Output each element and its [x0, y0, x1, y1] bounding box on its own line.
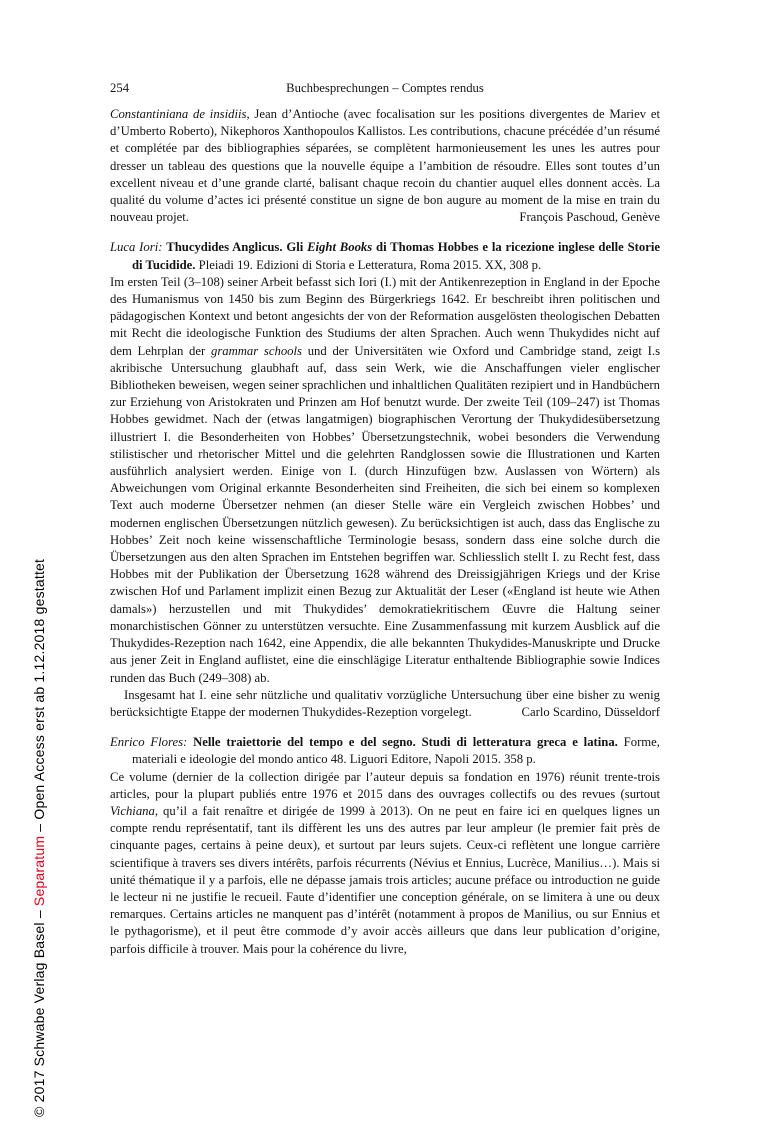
copyright-prefix: © 2017 Schwabe Verlag Basel –: [31, 906, 47, 1117]
text-segment: Forme, materiali e ideologie del mondo antico 48. Liguori Editore, Napoli 2015. 358 p.: [132, 735, 660, 767]
text-segment: , Jean d’Antioche (avec focalisation sur les positions divergentes de Mariev et d’Umberto Roberto), Nikephoros Xanthopoulos Kallistos. Les contributions, chacune précédée d’un résumé et complétée par des bibliographies séparées, se complètent harmonieusement les unes les autres pour dresser un tableau des questions que la nouvelle équipe a l’ambition de résoudre. Elles sont toutes d’un excellent niveau et d’une grande clarté, balisant chaque recoin du chantier auquel elles donnent accès. La qualité du volume d’actes ici présenté constitue un signe de bon augure au moment de la mise en train du nouveau projet.: [110, 107, 660, 225]
reviewer-signature: Carlo Scardino, Düsseldorf: [521, 704, 660, 719]
text-column: [110, 80, 660, 958]
text-segment: Luca Iori:: [110, 240, 167, 255]
text-segment: di Thomas Hobbes e la ricezione inglese delle Storie di Tucidide.: [132, 240, 660, 272]
text-segment: Im ersten Teil (3–108) seiner Arbeit befasst sich Iori (I.) mit der Antikenrezeption in England in der Epoche des Humanismus von 1450 bis zum Beginn des Bürgerkriegs 1642. Er beschreibt ihren politischen und pädagogischen Kontext und betont angesichts der von der Reformation ausgelösten theologischen Debatten mit Recht die ideologische Funktion des Studiums der alten Sprachen. Auch wenn Thukydides nicht auf dem Lehrplan der: [110, 274, 660, 358]
review-blocks: [110, 106, 660, 958]
review-paragraph: [110, 106, 660, 226]
text-segment: Ce volume (dernier de la collection dirigée par l’auteur depuis sa fondation en 1976) réunit trente-trois articles, pour la plupart publiés entre 1976 et 2015 dans des ouvrages collectifs ou des revues (surtout: [110, 769, 660, 801]
text-segment: und der Universitäten wie Oxford und Cambridge stand, zeigt I.s akribische Untersuchung glaubhaft auf, dass sein Werk, wie die Anschaffungen vieler englischer Bibliotheken beweisen, wegen seiner sprachlichen und inhaltlichen Qualitäten rezipiert und in Handbüchern zur Erziehung von Aristokraten und Prinzen am Hof benutzt wurde. Der zweite Teil (109–247) ist Thomas Hobbes gewidmet. Nach der (etwas langatmigen) biographischen Verortung der Thukydidesübersetzung illustriert I. die Besonderheiten von Hobbes’ Übersetzungstechnik, wobei besonders die Verwendung stilistischer und rhetorischer Mittel und die gelehrten Randglossen sowie die Illustrationen und Karten ausführlich analysiert werden. Einige von I. (durch Hinzufügen bzw. Auslassen von Wörtern) als Abweichungen vom Original erkannte Besonderheiten sind Freiheiten, die sich bei einem so komplexen Text auch moderne Übersetzer nehmen (an dieser Stelle wäre ein Vergleich zwischen Hobbes’ und modernen englischen Übersetzungen nützlich gewesen). Zu berücksichtigen ist auch, dass das Englische zu Hobbes’ Zeit noch keine wissenschaftliche Terminologie besass, sondern dass eine solche durch die Übersetzungen aus den alten Sprachen im Entstehen begriffen war. Schliesslich stellt I. zu Recht fest, dass Hobbes mit der Publikation der Übersetzung 1628 während des Dreissigjährigen Kriegs und der Krise zwischen Hof und Parlament implizit einen Bezug zur Aktualität der Leser («England ist heute wie Athen damals») herzustellen und mit Thukydides’ demokratiekritischem Œuvre die Haltung seiner monarchistischen Gönner zu unterstützen versuchte. Eine Zusammenfassung mit kurzem Ausblick auf die Thukydides-Rezeption nach 1642, eine Appendix, die alle bekannten Thukydides-Manuskripte und Drucke aus jener Zeit in England auflistet, eine die einschlägige Literatur enthaltende Bibliographie sowie Indices runden das Buch (249–308) ab.: [110, 343, 660, 685]
review-paragraph: [110, 769, 660, 958]
review-paragraph: [110, 687, 660, 721]
page-header: [110, 80, 660, 97]
text-segment: , qu’il a fait renaître et dirigée de 1999 à 2013). On ne peut en faire ici en quelques lignes un compte rendu représentatif, tant ils diffèrent les uns des autres par leur ampleur (le premier fait près de cinquante pages, certains à peine deux), et surtout par leurs sujets. Ceux-ci reflètent une longue carrière scientifique à travers ses divers intérêts, parfois récurrents (Névius et Ennius, Lucrèce, Manilius…). Mais si unité thématique il y a parfois, elle ne dépasse jamais trois articles; aucune préface ou introduction ne guide le lecteur ni ne justifie le recueil. Faute d’identifier une conception générale, on se limitera à une ou deux remarques. Certains articles ne manquent pas d’intérêt (notamment à propos de Manilius, ou sur Ennius et le pythagorisme), et il peut être commode d’y avoir accès ailleurs que dans leur publication d’origine, parfois difficile à trouver. Mais pour la cohérence du livre,: [110, 803, 660, 956]
text-segment: Vichiana: [110, 803, 155, 818]
text-segment: Insgesamt hat I. eine sehr nützliche und qualitativ vorzügliche Untersuchung über eine bisher zu wenig berücksichtigte Etappe der modernen Thukydides-Rezeption vorgelegt.: [110, 687, 660, 719]
text-segment: grammar schools: [210, 343, 302, 358]
text-segment: Eight Books: [307, 240, 373, 255]
text-segment: Enrico Flores:: [110, 735, 194, 750]
text-segment: Constantiniana de insidiis: [110, 107, 247, 121]
review-heading: [110, 734, 660, 768]
review-paragraph: [110, 274, 660, 687]
text-segment: Pleiadi 19. Edizioni di Storia e Letteratura, Roma 2015. XX, 308 p.: [195, 257, 542, 272]
reviewer-signature: François Paschoud, Genève: [519, 210, 660, 225]
page-number: 254: [110, 81, 130, 95]
running-title: Buchbesprechungen – Comptes rendus: [286, 81, 484, 95]
review-heading: [110, 239, 660, 273]
text-segment: Nelle traiettorie del tempo e del segno. Studi di letteratura greca e latina.: [193, 735, 618, 750]
copyright-sidebar: [31, 559, 47, 1117]
text-segment: Thucydides Anglicus. Gli: [166, 240, 308, 255]
copyright-suffix: – Open Access erst ab 1.12.2018 gestattet: [31, 558, 47, 836]
separatum-label: Separatum: [31, 835, 47, 907]
